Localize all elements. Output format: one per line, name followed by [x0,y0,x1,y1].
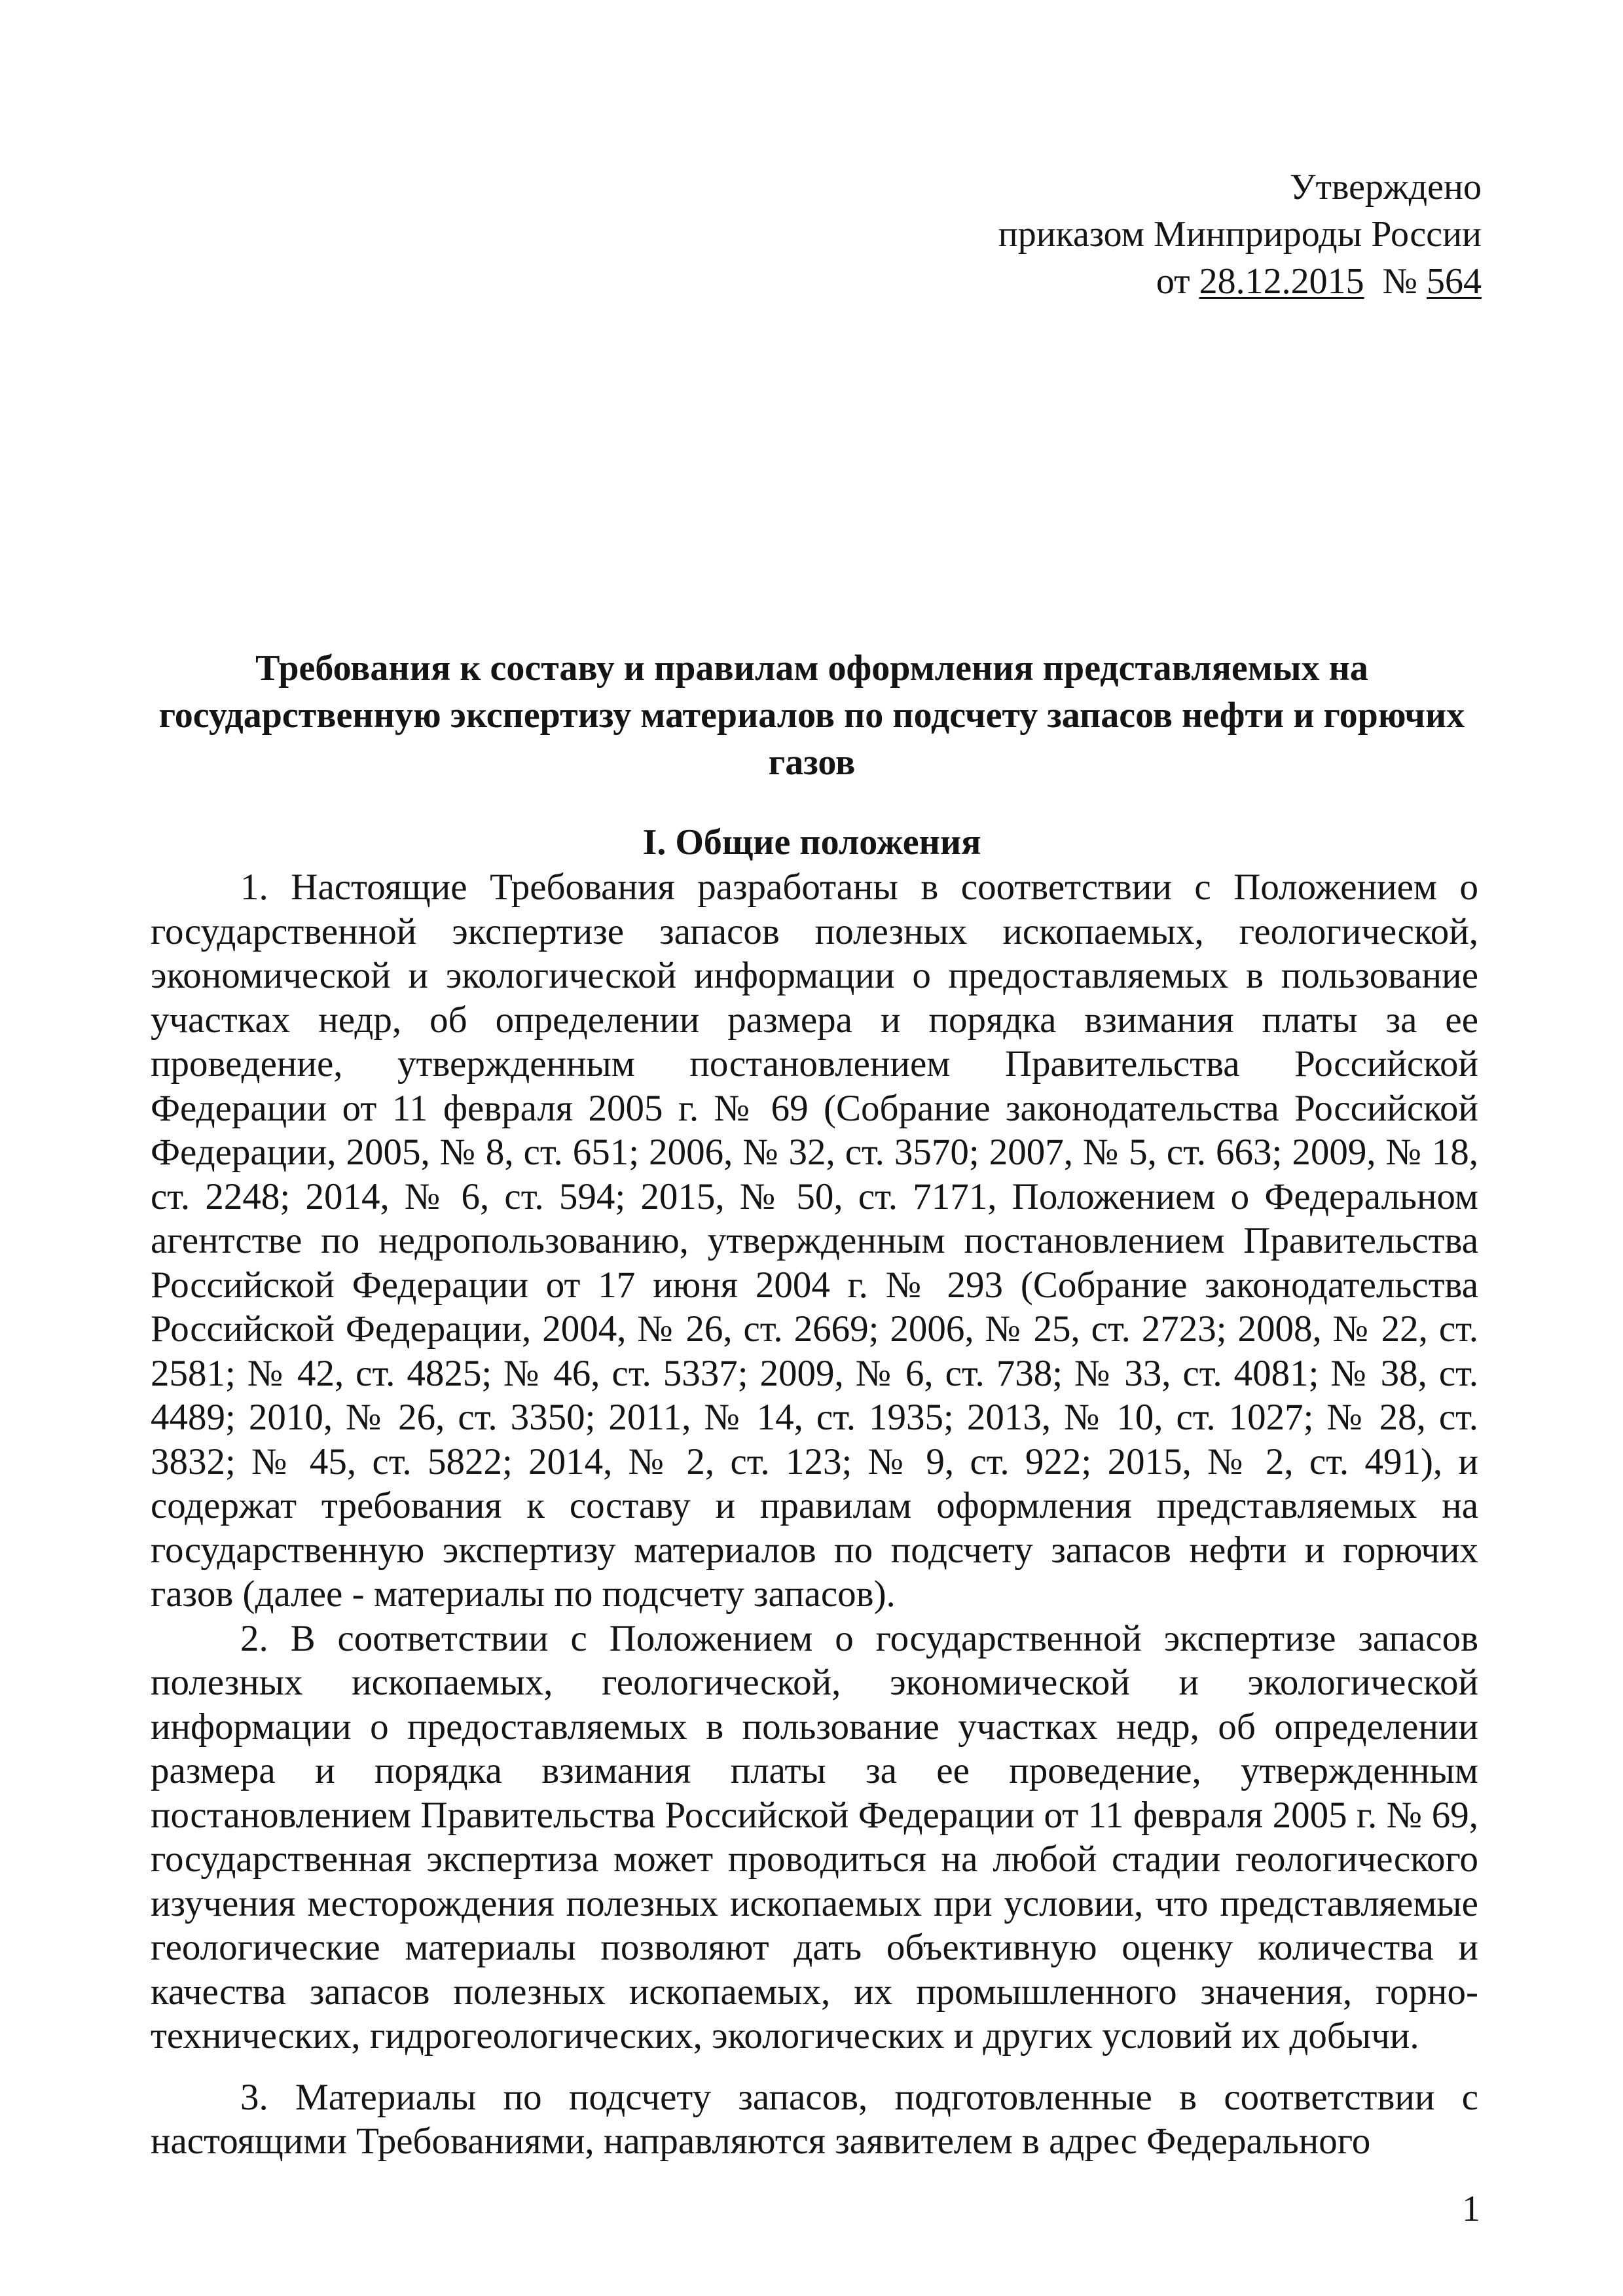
paragraph-1: 1. Настоящие Требования разработаны в соответствии с Положением о государственной экспертизе запасов полезных ископаемых, геологической, экономической и экологической информации о предоставляемых в пользование участках недр, об определении размера и порядка взимания платы за ее проведение, утвержденным постановлением Правительства Российской Федерации от 11 февраля 2005 г. № 69 (Собрание законодательства Российской Федерации, 2005, № 8, ст. 651; 2006, № 32, ст. 3570; 2007, № 5, ст. 663; 2009, № 18, ст. 2248; 2014, № 6, ст. 594; 2015, № 50, ст. 7171, Положением о Федеральном агентстве по недропользованию, утвержденным постановлением Правительства Российской Федерации от 17 июня 2004 г. № 293 (Собрание законодательства Российской Федерации, 2004, № 26, ст. 2669; 2006, № 25, ст. 2723; 2008, № 22, ст. 2581; № 42, ст. 4825; № 46, ст. 5337; 2009, № 6, ст. 738; № 33, ст. 4081; № 38, ст. 4489; 2010, № 26, ст. 3350; 2011, № 14, ст. 1935; 2013, № 10, ст. 1027; № 28, ст. 3832; № 45, ст. 5822; 2014, № 2, ст. 123; № 9, ст. 922; 2015, № 2, ст. 491), и содержат требования к составу и правилам оформления представляемых на государственную экспертизу материалов по подсчету запасов нефти и горючих газов (далее - материалы по подсчету запасов). [151,867,1478,1615]
document-body [151,865,1478,2164]
approval-line-date [998,258,1482,305]
approval-line-approved: Утверждено [1289,167,1482,207]
approval-number: 564 [1427,261,1482,302]
approval-date: 28.12.2015 [1199,261,1364,302]
approval-stamp [998,164,1482,305]
section-heading: I. Общие положения [642,822,981,863]
paragraph-3: 3. Материалы по подсчету запасов, подготовленные в соответствии с настоящими Требованиями, направляются заявителем в адрес Федерального [151,2076,1478,2162]
approval-line-order: приказом Минприроды России [998,214,1482,255]
document-title: Требования к составу и правилам оформления представляемых на государственную экспертизу материалов по подсчету запасов нефти и горючих газов [158,648,1465,783]
approval-date-prefix: от [1156,261,1190,302]
page-number: 1 [1462,2189,1480,2229]
approval-number-sign: № [1382,261,1417,302]
paragraph-2: 2. В соответствии с Положением о государственной экспертизе запасов полезных ископаемых, геологической, экономической и экологической информации о предоставляемых в пользование участках недр, об определении размера и порядка взимания платы за ее проведение, утвержденным постановлением Правительства Российской Федерации от 11 февраля 2005 г. № 69, государственная экспертиза может проводиться на любой стадии геологического изучения месторождения полезных ископаемых при условии, что представляемые геологические материалы позволяют дать объективную оценку количества и качества запасов полезных ископаемых, их промышленного значения, горно-технических, гидрогеологических, экологических и других условий их добычи. [151,1617,1478,2056]
